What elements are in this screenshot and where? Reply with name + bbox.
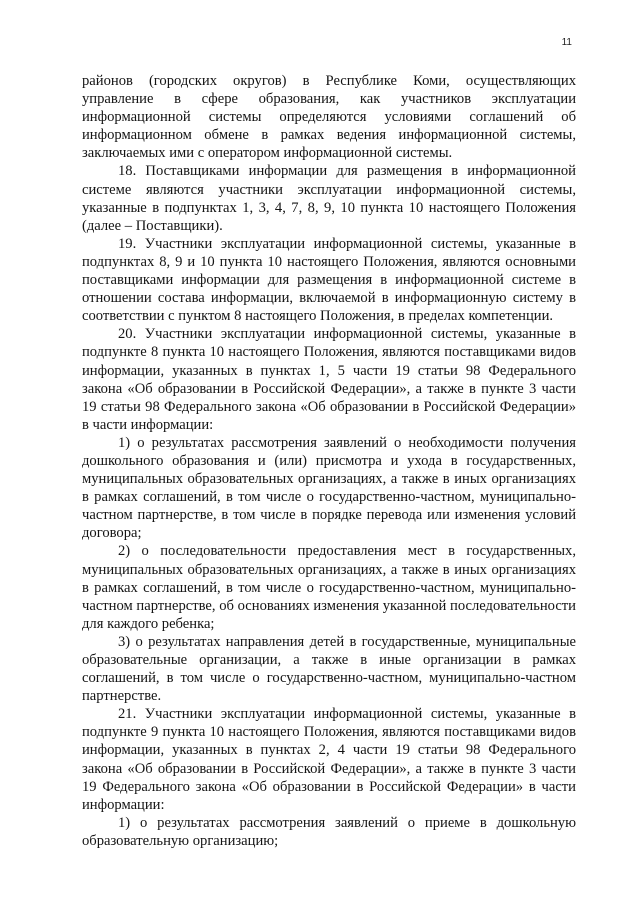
paragraph-20-item-2: 2) о последовательности предоставления мест в государственных, муниципальных образовательных организациях, а также в иных организациях в рамках соглашений, в том числе о государственно-частном, муниципально-частном партнерстве, об основаниях изменения указанной последовательности для каждого ребенка; <box>82 543 576 632</box>
paragraph-20-item-3: 3) о результатах направления детей в государственные, муниципальные образовательные организации, а также в иные организации в рамках соглашений, в том числе о государственно-частном, муниципально-частном партнерстве. <box>82 633 576 705</box>
document-body <box>82 72 576 850</box>
paragraph-20-item-1: 1) о результатах рассмотрения заявлений о необходимости получения дошкольного образования и (или) присмотра и ухода в государственных, муниципальных образовательных организациях, а также в иных организациях в рамках соглашений, в том числе о государственно-частном, муниципально-частном партнерстве, в том числе в порядке перевода или изменения условий договора; <box>82 434 576 542</box>
paragraph-20: 20. Участники эксплуатации информационной системы, указанные в подпункте 8 пункта 10 настоящего Положения, являются поставщиками видов информации, указанных в пунктах 1, 5 части 19 статьи 98 Федерального закона «Об образовании в Российской Федерации», а также в пункте 3 части 19 статьи 98 Федерального закона «Об образовании в Российской Федерации» в части информации: <box>82 326 576 433</box>
page-number: 11 <box>561 37 572 48</box>
paragraph-21: 21. Участники эксплуатации информационной системы, указанные в подпункте 9 пункта 10 настоящего Положения, являются поставщиками видов информации, указанных в пунктах 2, 4 части 19 статьи 98 Федерального закона «Об образовании в Российской Федерации», а также в пункте 3 части 19 Федерального закона «Об образовании в Российской Федерации» в части информации: <box>82 706 576 813</box>
paragraph-continuation: районов (городских округов) в Республике Коми, осуществляющих управление в сфере образования, как участников эксплуатации информационной системы определяются условиями соглашений об информационном обмене в рамках ведения информационной системы, заключаемых ими с оператором информационной системы. <box>82 73 576 162</box>
paragraph-19: 19. Участники эксплуатации информационной системы, указанные в подпунктах 8, 9 и 10 пункта 10 настоящего Положения, являются основными поставщиками информации для размещения в информационной системе в отношении состава информации, включаемой в информационную систему в соответствии с пунктом 8 настоящего Положения, в пределах компетенции. <box>82 235 576 325</box>
paragraph-21-item-1: 1) о результатах рассмотрения заявлений о приеме в дошкольную образовательную организацию; <box>82 814 576 849</box>
paragraph-18: 18. Поставщиками информации для размещения в информационной системе являются участники эксплуатации информационной системы, указанные в подпунктах 1, 3, 4, 7, 8, 9, 10 пункта 10 настоящего Положения (далее – Поставщики). <box>82 163 576 234</box>
